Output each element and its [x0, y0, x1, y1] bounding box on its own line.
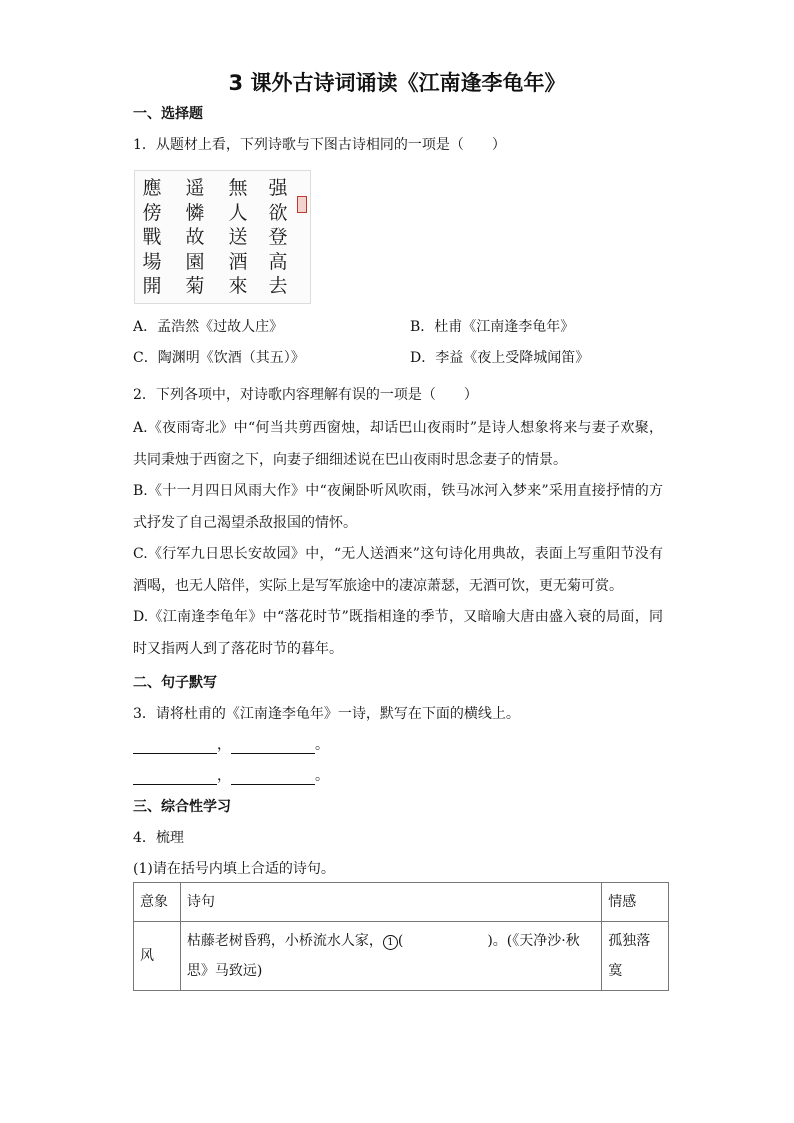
cell-verse: 枯藤老树昏鸦，小桥流水人家， 1 ( )。(《天净沙·秋思》马致远)	[180, 922, 601, 991]
answer-blank[interactable]	[231, 738, 315, 754]
option-b: B．杜甫《江南逢李龟年》	[410, 319, 575, 335]
question-3-stem: 3．请将杜甫的《江南逢李龟年》一诗，默写在下面的横线上。	[133, 706, 520, 722]
calligraphy-column: 應 傍 戰 場 開	[142, 177, 162, 297]
answer-line-2: ， 。	[133, 765, 329, 785]
question-4-sub-1: (1)请在括号内填上合适的诗句。	[133, 861, 335, 877]
imagery-table	[133, 882, 669, 991]
question-2-option-b: B.《十一月四日风雨大作》中“夜阑卧听风吹雨，铁马冰河入梦来”采用直接抒情的方式抒发了自己渴望杀敌报国的情怀。	[133, 483, 663, 531]
header-imagery: 意象	[134, 883, 181, 922]
option-c: C．陶渊明《饮酒（其五）》	[133, 350, 305, 366]
calligraphy-column: 强 欲 登 高 去	[268, 177, 288, 297]
question-2-option-a: A.《夜雨寄北》中“何当共剪西窗烛，却话巴山夜雨时”是诗人想象将来与妻子欢聚，共同秉烛于西窗之下，向妻子细细述说在巴山夜雨时思念妻子的情景。	[133, 420, 663, 468]
page-title: 3 课外古诗词诵读《江南逢李龟年》	[228, 71, 566, 95]
cell-emotion: 孤独落寞	[602, 922, 669, 991]
question-2-option-d: D.《江南逢李龟年》中“落花时节”既指相逢的季节，又暗喻大唐由盛入衰的局面，同时又指两人到了落花时节的暮年。	[133, 609, 663, 657]
seal-stamp	[297, 196, 307, 213]
cell-imagery: 风	[134, 922, 181, 991]
table-row	[134, 922, 669, 991]
answer-blank[interactable]	[133, 769, 217, 785]
header-verse: 诗句	[180, 883, 601, 922]
calligraphy-image	[134, 170, 311, 304]
question-2-stem: 2．下列各项中，对诗歌内容理解有误的一项是（ ）	[133, 387, 478, 403]
calligraphy-column: 無 人 送 酒 來	[228, 177, 248, 297]
option-d: D．李益《夜上受降城闻笛》	[410, 350, 590, 366]
answer-line-1: ， 。	[133, 734, 329, 754]
question-1-stem: 1．从题材上看，下列诗歌与下图古诗相同的一项是（ ）	[133, 137, 506, 153]
section-heading-comprehensive: 三、综合性学习	[133, 799, 231, 815]
answer-blank[interactable]	[231, 769, 315, 785]
table-header-row	[134, 883, 669, 922]
section-heading-choice: 一、选择题	[133, 106, 203, 122]
question-4-stem: 4．梳理	[133, 830, 184, 846]
question-2-option-c: C.《行军九日思长安故园》中，“无人送酒来”这句诗化用典故，表面上写重阳节没有酒喝，也无人陪伴，实际上是写军旅途中的凄凉萧瑟，无酒可饮，更无菊可赏。	[133, 546, 663, 594]
answer-blank[interactable]	[133, 738, 217, 754]
option-a: A．孟浩然《过故人庄》	[133, 319, 284, 335]
circled-number: 1	[383, 935, 398, 950]
section-heading-recitation: 二、句子默写	[133, 675, 217, 691]
calligraphy-column: 遥 憐 故 園 菊	[185, 177, 205, 297]
header-emotion: 情感	[602, 883, 669, 922]
